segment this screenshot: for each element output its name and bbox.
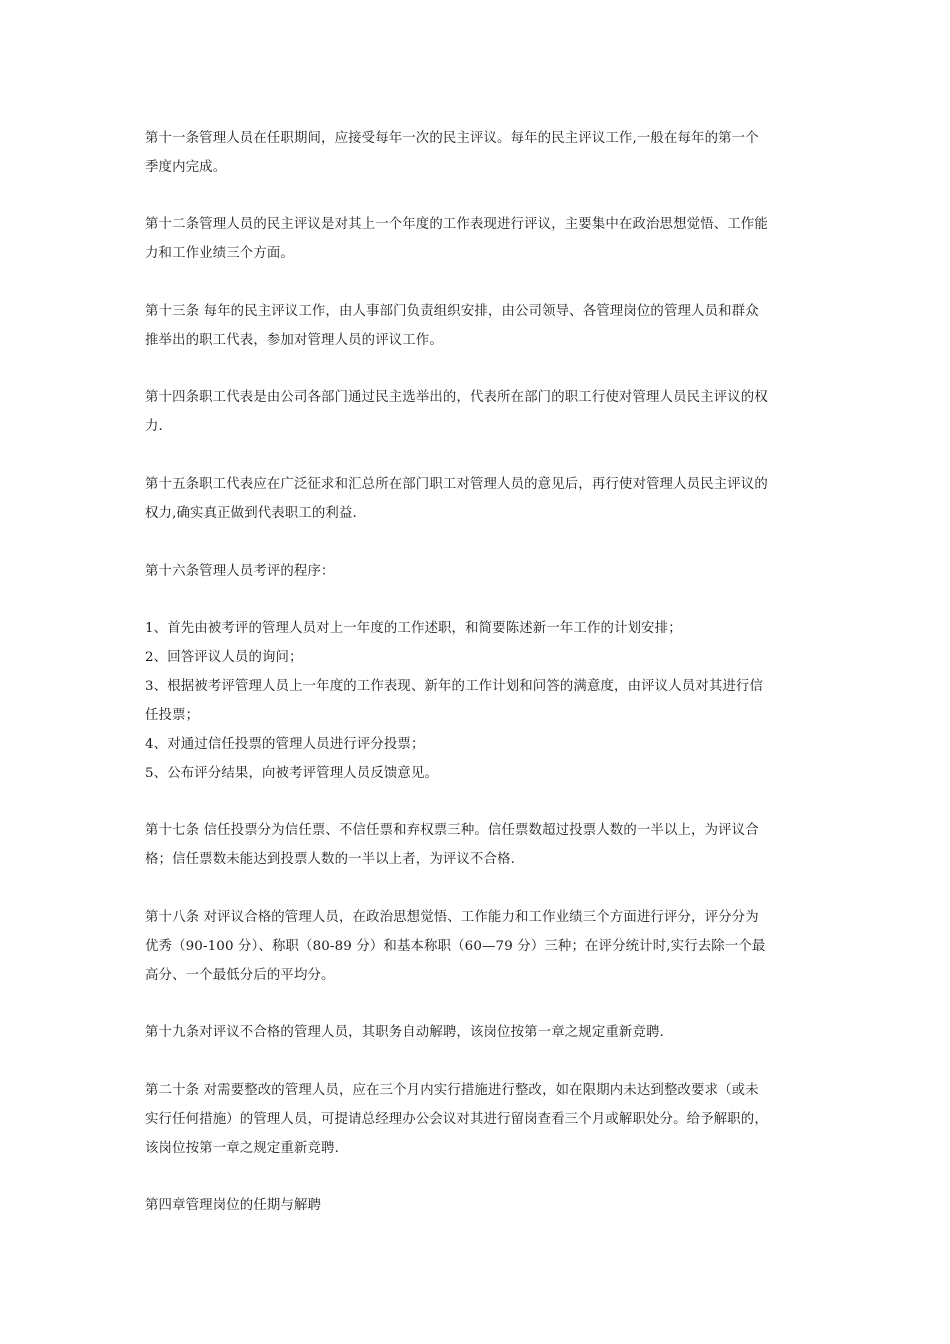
article-20-line-3: 该岗位按第一章之规定重新竞聘. [145, 1141, 339, 1156]
article-16-heading: 第十六条管理人员考评的程序： [145, 564, 335, 579]
article-18-line-1: 第十八条 对评议合格的管理人员，在政治思想觉悟、工作能力和工作业绩三个方面进行评分，评分分为 [145, 910, 759, 925]
article-16-step-1: 1、首先由被考评的管理人员对上一年度的工作述职，和简要陈述新一年工作的计划安排； [145, 621, 682, 636]
article-12-line-1: 第十二条管理人员的民主评议是对其上一个年度的工作表现进行评议，主要集中在政治思想觉悟、工作能 [145, 217, 768, 232]
article-19-line-1: 第十九条对评议不合格的管理人员，其职务自动解聘，该岗位按第一章之规定重新竞聘. [145, 1025, 664, 1040]
article-16-step-4: 4、对通过信任投票的管理人员进行评分投票； [145, 737, 425, 752]
article-16-step-3-line-2: 任投票； [145, 708, 200, 723]
article-16-step-3-line-1: 3、根据被考评管理人员上一年度的工作表现、新年的工作计划和问答的满意度，由评议人员对其进行信 [145, 679, 763, 694]
article-11-line-1: 第十一条管理人员在任职期间，应接受每年一次的民主评议。每年的民主评议工作,一般在每年的第一个 [145, 131, 759, 146]
article-13-line-2: 推举出的职工代表，参加对管理人员的评议工作。 [145, 333, 443, 348]
article-18-line-3: 高分、一个最低分后的平均分。 [145, 968, 335, 983]
article-11-line-2: 季度内完成。 [145, 160, 227, 175]
article-13-line-1: 第十三条 每年的民主评议工作，由人事部门负责组织安排，由公司领导、各管理岗位的管理人员和群众 [145, 304, 759, 319]
article-17-line-2: 格；信任票数未能达到投票人数的一半以上者，为评议不合格. [145, 852, 516, 867]
chapter-4-title: 第四章管理岗位的任期与解聘 [145, 1198, 322, 1213]
article-18-line-2: 优秀（90-100 分）、称职（80-89 分）和基本称职（60—79 分）三种；在评分统计时,实行去除一个最 [145, 939, 766, 954]
article-14-line-2: 力. [145, 419, 163, 434]
article-14-line-1: 第十四条职工代表是由公司各部门通过民主选举出的，代表所在部门的职工行使对管理人员民主评议的权 [145, 390, 768, 405]
article-16-step-2: 2、回答评议人员的询问； [145, 650, 303, 665]
article-16-step-5: 5、公布评分结果，向被考评管理人员反馈意见。 [145, 766, 439, 781]
article-15-line-1: 第十五条职工代表应在广泛征求和汇总所在部门职工对管理人员的意见后，再行使对管理人员民主评议的 [145, 477, 768, 492]
article-12-line-2: 力和工作业绩三个方面。 [145, 246, 294, 261]
article-15-line-2: 权力,确实真正做到代表职工的利益. [145, 506, 357, 521]
article-17-line-1: 第十七条 信任投票分为信任票、不信任票和弃权票三种。信任票数超过投票人数的一半以上，为评议合 [145, 823, 759, 838]
article-20-line-2: 实行任何措施）的管理人员，可提请总经理办公会议对其进行留岗查看三个月或解职处分。给予解职的， [145, 1112, 768, 1127]
article-20-line-1: 第二十条 对需要整改的管理人员，应在三个月内实行措施进行整改，如在限期内未达到整改要求（或未 [145, 1083, 759, 1098]
